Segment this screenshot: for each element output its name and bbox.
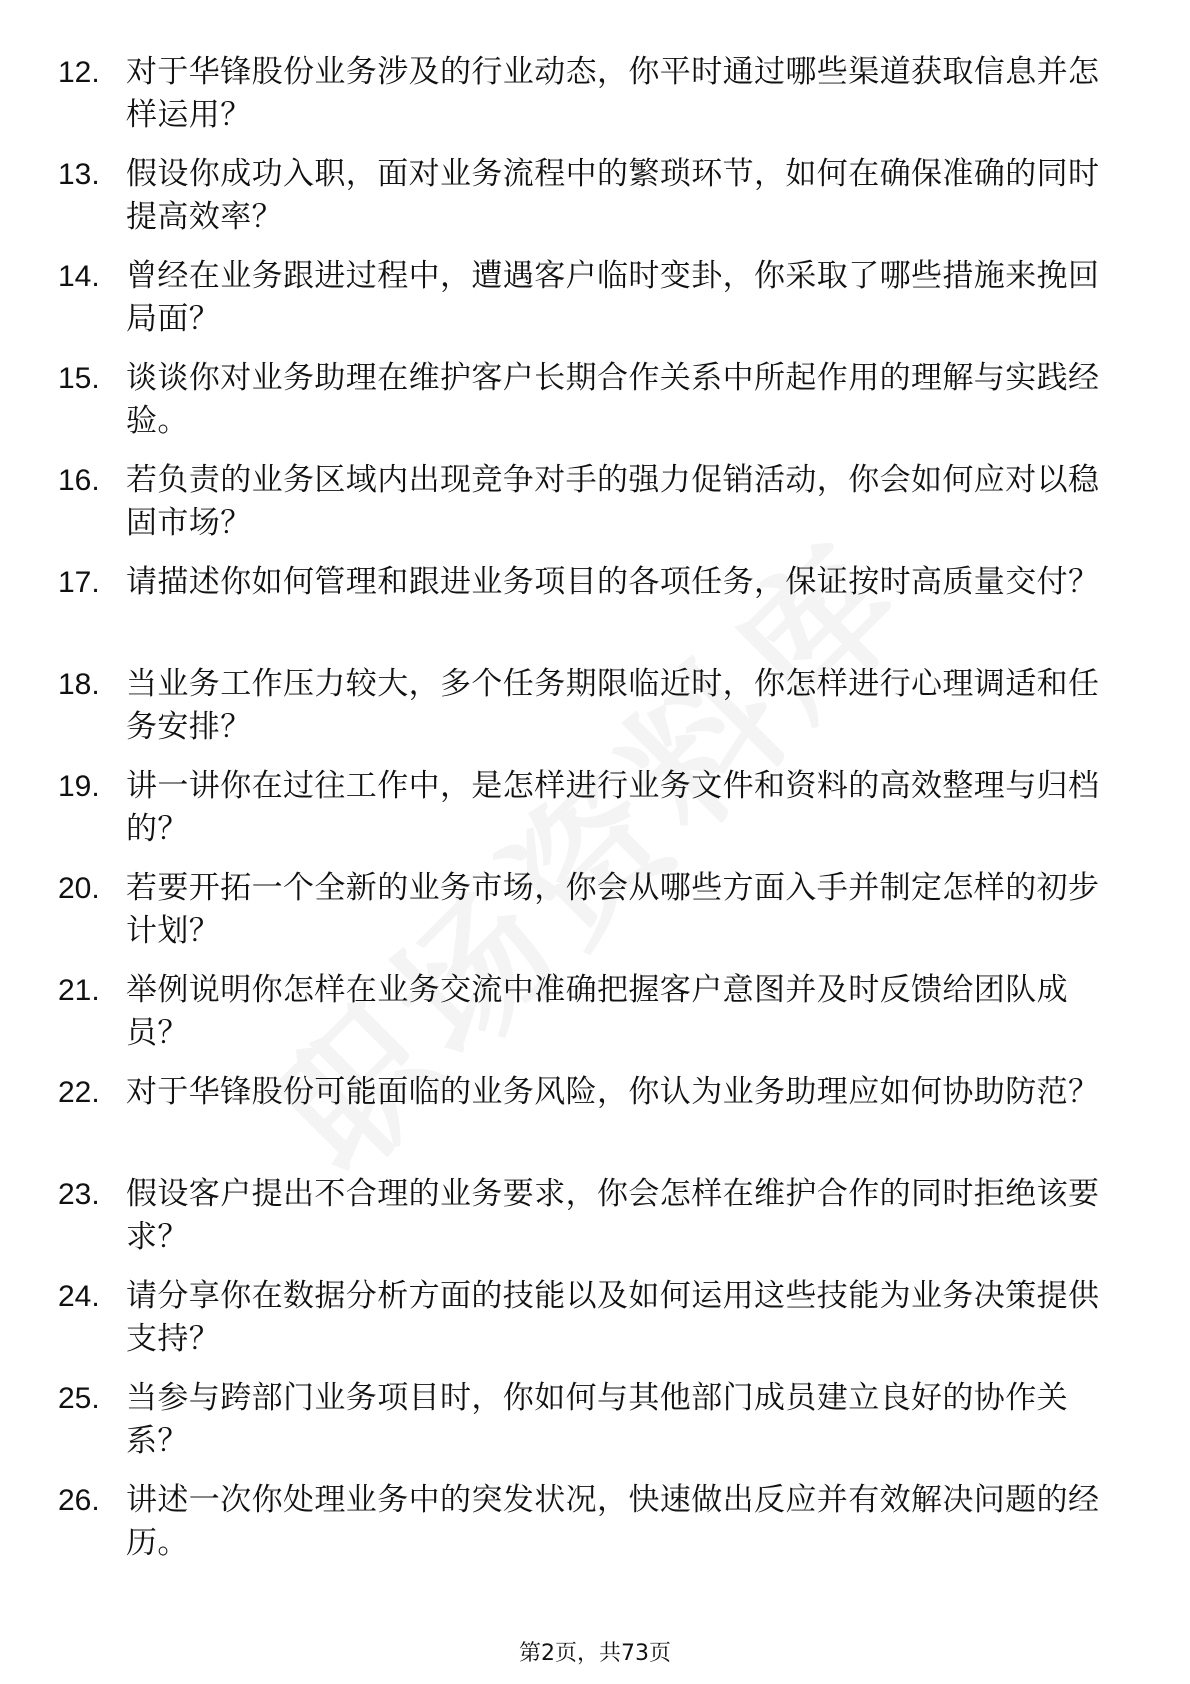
page-footer: 第2页，共73页 xyxy=(519,1641,671,1666)
question-number: 14. xyxy=(58,260,100,293)
question-number: 26. xyxy=(58,1484,100,1517)
list-item xyxy=(58,51,1118,137)
question-text: 假设客户提出不合理的业务要求，你会怎样在维护合作的同时拒绝该要求？ xyxy=(126,1176,1100,1255)
question-number: 17. xyxy=(58,566,100,599)
list-item xyxy=(58,867,1118,953)
list-item xyxy=(58,765,1118,851)
list-item xyxy=(58,1275,1118,1361)
question-number: 20. xyxy=(58,872,100,905)
list-item xyxy=(58,969,1118,1055)
question-text: 假设你成功入职，面对业务流程中的繁琐环节，如何在确保准确的同时提高效率？ xyxy=(126,156,1100,235)
question-number: 25. xyxy=(58,1382,100,1415)
question-text: 曾经在业务跟进过程中，遭遇客户临时变卦，你采取了哪些措施来挽回局面？ xyxy=(126,258,1100,337)
question-number: 21. xyxy=(58,974,100,1007)
list-item xyxy=(58,1071,1118,1157)
question-number: 18. xyxy=(58,668,100,701)
list-item xyxy=(58,153,1118,239)
question-number: 15. xyxy=(58,362,100,395)
question-number: 19. xyxy=(58,770,100,803)
list-item xyxy=(58,1173,1118,1259)
question-number: 24. xyxy=(58,1280,100,1313)
question-list xyxy=(58,51,1118,1581)
question-text: 举例说明你怎样在业务交流中准确把握客户意图并及时反馈给团队成员？ xyxy=(126,972,1068,1051)
question-number: 16. xyxy=(58,464,100,497)
list-item xyxy=(58,663,1118,749)
question-number: 13. xyxy=(58,158,100,191)
question-text: 谈谈你对业务助理在维护客户长期合作关系中所起作用的理解与实践经验。 xyxy=(126,360,1100,439)
list-item xyxy=(58,459,1118,545)
question-number: 23. xyxy=(58,1178,100,1211)
list-item xyxy=(58,561,1118,647)
question-text: 请描述你如何管理和跟进业务项目的各项任务，保证按时高质量交付？ xyxy=(126,564,1100,600)
question-number: 12. xyxy=(58,56,100,89)
question-text: 若负责的业务区域内出现竞争对手的强力促销活动，你会如何应对以稳固市场？ xyxy=(126,462,1100,541)
question-text: 讲一讲你在过往工作中，是怎样进行业务文件和资料的高效整理与归档的？ xyxy=(126,768,1100,847)
question-number: 22. xyxy=(58,1076,100,1109)
list-item xyxy=(58,357,1118,443)
question-text: 当参与跨部门业务项目时，你如何与其他部门成员建立良好的协作关系？ xyxy=(126,1380,1068,1459)
question-text: 对于华锋股份可能面临的业务风险，你认为业务助理应如何协助防范？ xyxy=(126,1074,1100,1110)
question-text: 讲述一次你处理业务中的突发状况，快速做出反应并有效解决问题的经历。 xyxy=(126,1482,1100,1561)
list-item xyxy=(58,1377,1118,1463)
question-text: 请分享你在数据分析方面的技能以及如何运用这些技能为业务决策提供支持？ xyxy=(126,1278,1100,1357)
question-text: 若要开拓一个全新的业务市场，你会从哪些方面入手并制定怎样的初步计划？ xyxy=(126,870,1100,949)
list-item xyxy=(58,1479,1118,1565)
list-item xyxy=(58,255,1118,341)
question-text: 对于华锋股份业务涉及的行业动态，你平时通过哪些渠道获取信息并怎样运用？ xyxy=(126,54,1100,133)
question-text: 当业务工作压力较大，多个任务期限临近时，你怎样进行心理调适和任务安排？ xyxy=(126,666,1100,745)
